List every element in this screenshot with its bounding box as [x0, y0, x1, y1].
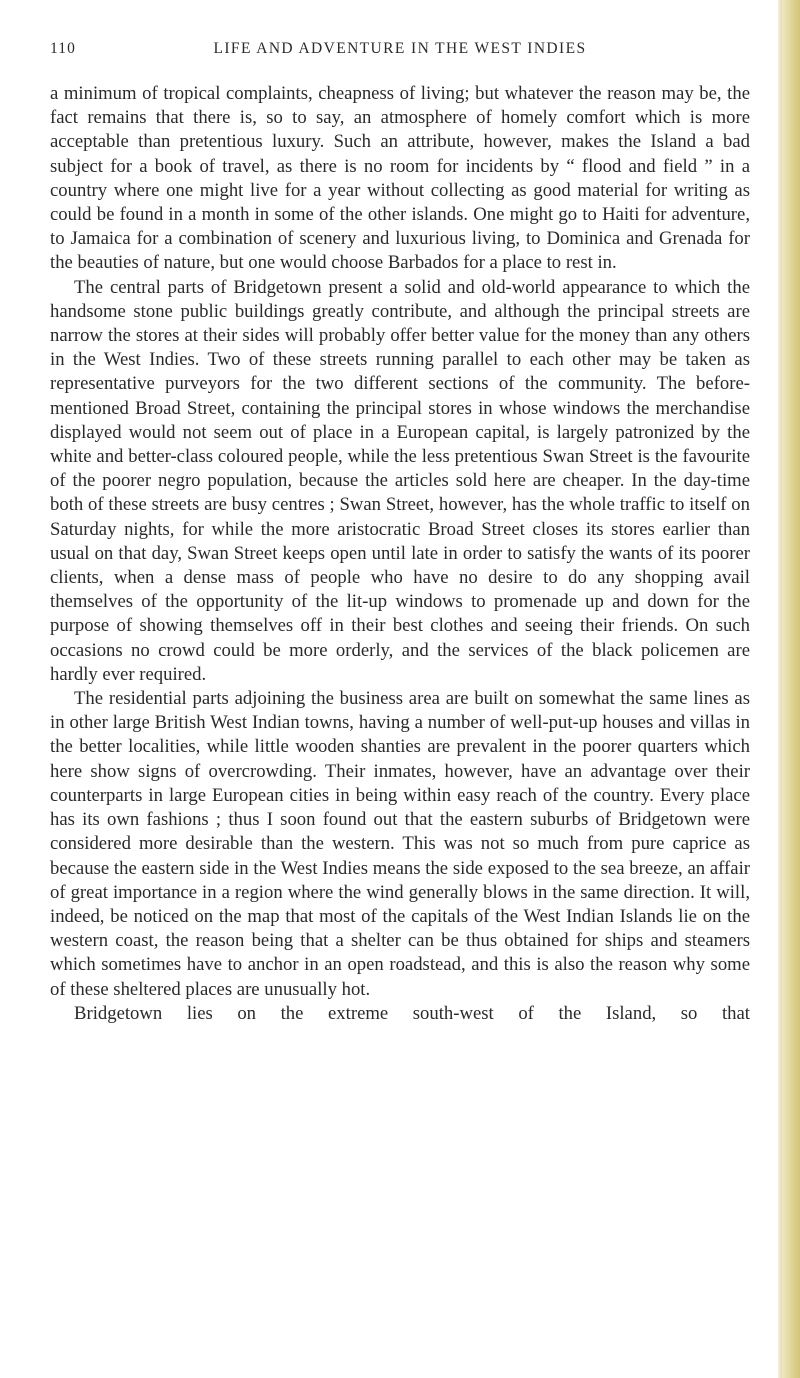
paragraph-bridgetown-location: Bridgetown lies on the extreme south-west of the Island, so that: [74, 1002, 750, 1024]
scanned-page-edge: [778, 0, 800, 1378]
page-number: 110: [50, 40, 76, 57]
paragraph-bridgetown-streets: The central parts of Bridgetown present a solid and old-world appearance to which the handsome stone public buildings greatly contribute, and although the principal streets are narrow the stores at their sides will probably offer better value for the money than any others in the West Indies. Two of these streets running parallel to each other may be taken as representative purveyors for the two different sections of the community. The before-mentioned Broad Street, containing the principal stores in whose windows the merchandise displayed would not seem out of place in a European capital, is largely patronized by the white and better-class coloured people, while the less pretentious Swan Street is the favourite of the poorer negro population, because the articles sold here are cheaper. In the day-time both of these streets are busy centres ; Swan Street, however, has the whole traffic to itself on Saturday nights, for while the more aristocratic Broad Street closes its stores earlier than usual on that day, Swan Street keeps open until late in order to satisfy the wants of its poorer clients, when a dense mass of people who have no desire to do any shopping avail themselves of the opportunity of the lit-up windows to promenade up and down for the purpose of showing themselves off in their best clothes and seeing their friends. On such occasions no crowd could be more orderly, and the services of the black policemen are hardly ever required.: [50, 276, 750, 685]
running-title: LIFE AND ADVENTURE IN THE WEST INDIES: [213, 40, 587, 57]
paragraph-residential-parts: The residential parts adjoining the business area are built on somewhat the same lines as in other large British West Indian towns, having a number of well-put-up houses and villas in the better localities, while little wooden shanties are prevalent in the poorer quarters which here show signs of overcrowding. Their inmates, however, have an advantage over their counterparts in large European cities in being within easy reach of the country. Every place has its own fashions ; thus I soon found out that the eastern suburbs of Bridgetown were considered more desirable than the western. This was not so much from pure caprice as because the eastern side in the West Indies means the side exposed to the sea breeze, an affair of great importance in a region where the wind generally blows in the same direction. It will, indeed, be noticed on the map that most of the capitals of the West Indian Islands lie on the western coast, the reason being that a shelter can be thus obtained for ships and steamers which sometimes have to anchor in an open roadstead, and this is also the reason why some of these sheltered places are unusually hot.: [50, 688, 750, 1000]
running-header: [50, 40, 750, 66]
book-page: [50, 40, 750, 1026]
body-text: [50, 82, 750, 1026]
paragraph-continuation: a minimum of tropical complaints, cheapness of living; but whatever the reason may be, the fact remains that there is, so to say, an atmosphere of homely comfort which is more acceptable than pretentious luxury. Such an attribute, however, makes the Island a bad subject for a book of travel, as there is no room for incidents by “ flood and field ” in a country where one might live for a year without collecting as good material for writing as could be found in a month in some of the other islands. One might go to Haiti for adventure, to Jamaica for a combination of scenery and luxurious living, to Dominica and Grenada for the beauties of nature, but one would choose Barbados for a place to rest in.: [50, 83, 750, 274]
